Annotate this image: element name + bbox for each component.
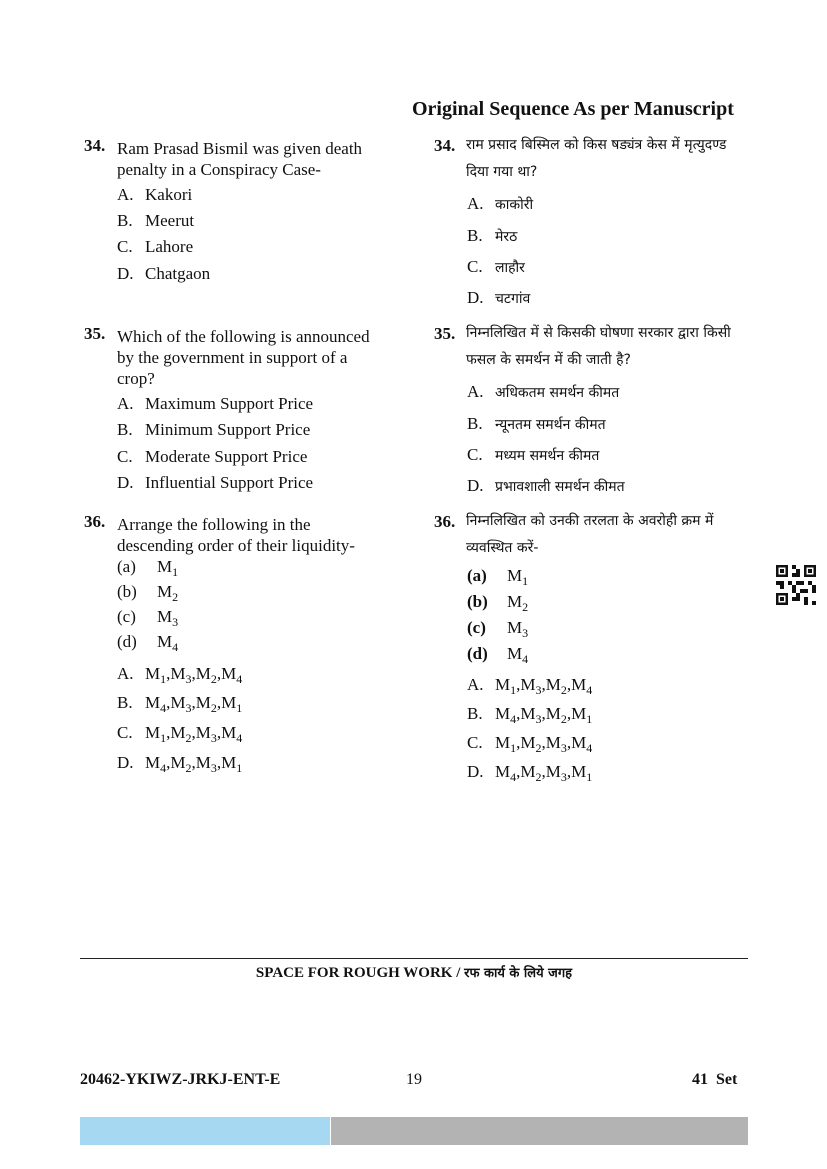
- rough-work-label: SPACE FOR ROUGH WORK / रफ कार्य के लिये जगह: [255, 965, 573, 981]
- question-text: Which of the following is announced by the government in support of a crop?: [117, 327, 370, 388]
- list-item: (c) $M_3$: [117, 607, 179, 629]
- footer-bar-blue: [80, 1117, 330, 1145]
- question-number: 36.: [84, 512, 106, 531]
- option: C. Lahore: [117, 237, 194, 256]
- list-item: (b) $M_2$: [467, 592, 529, 614]
- list-item: (d) $M_4$: [117, 632, 179, 654]
- question-text: Arrange the following in the descending order of their liquidity-: [117, 515, 355, 555]
- question-number: 35.: [84, 324, 106, 343]
- question-number: 36.: [434, 512, 456, 531]
- option: B. मेरठ: [467, 226, 518, 245]
- question-text: Ram Prasad Bismil was given death penalty in a Conspiracy Case-: [117, 139, 363, 179]
- option: D. चटगांव: [467, 288, 531, 307]
- footer-bar-gray: [331, 1117, 748, 1145]
- option: C. लाहौर: [467, 257, 525, 276]
- list-item: (b) $M_2$: [117, 582, 179, 604]
- option: A. $M_1,M_3,M_2,M_4$: [467, 675, 593, 697]
- list-item: (d) $M_4$: [467, 644, 529, 666]
- option: D. Chatgaon: [117, 264, 211, 283]
- option: C. मध्यम समर्थन कीमत: [467, 445, 600, 464]
- divider: [80, 958, 748, 959]
- question-number: 34.: [84, 136, 106, 155]
- option: A. काकोरी: [467, 194, 534, 213]
- question-number: 34.: [434, 136, 456, 155]
- option: A. अधिकतम समर्थन कीमत: [467, 382, 620, 401]
- list-item: (a) $M_1$: [117, 557, 179, 579]
- page-title: Original Sequence As per Manuscript: [412, 98, 734, 120]
- question-number: 35.: [434, 324, 456, 343]
- option: D. $M_4,M_2,M_3,M_1$: [117, 753, 243, 775]
- option: B. Meerut: [117, 211, 195, 230]
- option: A. Kakori: [117, 185, 193, 204]
- option: D. Influential Support Price: [117, 473, 314, 492]
- option: A. $M_1,M_3,M_2,M_4$: [117, 664, 243, 686]
- booklet-code: 20462-YKIWZ-JRKJ-ENT-E: [80, 1071, 281, 1088]
- option: C. $M_1,M_2,M_3,M_4$: [467, 733, 593, 755]
- option: C. $M_1,M_2,M_3,M_4$: [117, 723, 243, 745]
- question-text: निम्नलिखित में से किसकी घोषणा सरकार द्वारा किसी फसल के समर्थन में की जाती है?: [466, 325, 731, 368]
- option: A. Maximum Support Price: [117, 394, 314, 413]
- option: D. $M_4,M_2,M_3,M_1$: [467, 762, 593, 784]
- list-item: (a) $M_1$: [467, 566, 529, 588]
- qr-code-icon: [776, 565, 816, 605]
- question-text: राम प्रसाद बिस्मिल को किस षड्यंत्र केस में मृत्युदण्ड दिया गया था?: [466, 137, 727, 180]
- option: B. $M_4,M_3,M_2,M_1$: [467, 704, 593, 726]
- question-text: निम्नलिखित को उनकी तरलता के अवरोही क्रम में व्यवस्थित करें-: [466, 513, 714, 556]
- list-item: (c) $M_3$: [467, 618, 529, 640]
- option: B. Minimum Support Price: [117, 420, 311, 439]
- option: C. Moderate Support Price: [117, 447, 308, 466]
- page-number: 19: [406, 1071, 422, 1088]
- option: B. $M_4,M_3,M_2,M_1$: [117, 693, 243, 715]
- set-label: 41 Set: [692, 1071, 738, 1088]
- option: D. प्रभावशाली समर्थन कीमत: [467, 476, 625, 495]
- option: B. न्यूनतम समर्थन कीमत: [467, 414, 606, 433]
